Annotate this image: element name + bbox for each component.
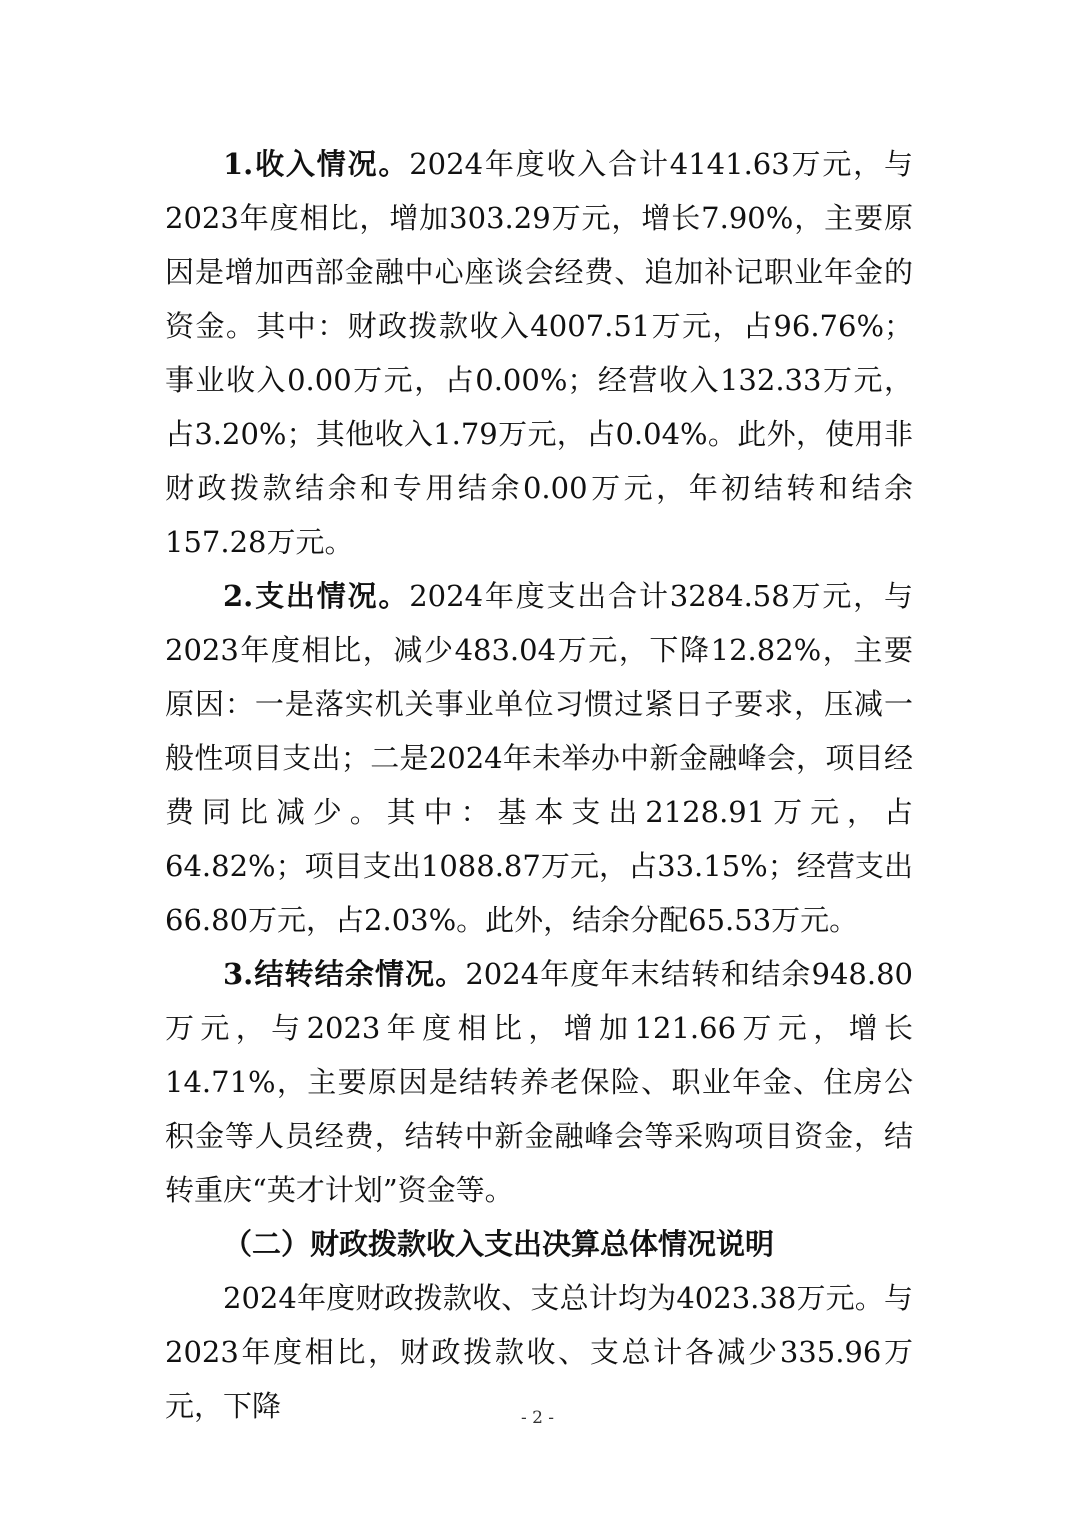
fiscal-summary-paragraph: 2024年度财政拨款收、支总计均为4023.38万元。与2023年度相比，财政拨款收、支总计各减少335.96万元，下降 bbox=[165, 1281, 913, 1423]
income-heading: 1.收入情况。 bbox=[223, 147, 410, 181]
document-body bbox=[165, 137, 913, 1433]
income-paragraph bbox=[165, 137, 913, 569]
expenditure-text: 2024年度支出合计3284.58万元，与2023年度相比，减少483.04万元，下降12.82%，主要原因：一是落实机关事业单位习惯过紧日子要求，压减一般性项目支出；二是2024年未举办中新金融峰会，项目经费同比减少。其中：基本支出2128.91万元，占64.82%；项目支出1088.87万元，占33.15%；经营支出66.80万元，占2.03%。此外，结余分配65.53万元。 bbox=[165, 579, 913, 937]
page-number: - 2 - bbox=[520, 1408, 555, 1428]
carryover-paragraph bbox=[165, 947, 913, 1217]
expenditure-heading: 2.支出情况。 bbox=[223, 579, 410, 613]
carryover-heading: 3.结转结余情况。 bbox=[223, 957, 466, 991]
carryover-text: 2024年度年末结转和结余948.80万元，与2023年度相比，增加121.66万元，增长14.71%，主要原因是结转养老保险、职业年金、住房公积金等人员经费，结转中新金融峰会等采购项目资金，结转重庆“英才计划”资金等。 bbox=[165, 957, 913, 1207]
expenditure-paragraph bbox=[165, 569, 913, 947]
section-heading: （二）财政拨款收入支出决算总体情况说明 bbox=[223, 1227, 775, 1261]
income-text: 2024年度收入合计4141.63万元，与2023年度相比，增加303.29万元，增长7.90%，主要原因是增加西部金融中心座谈会经费、追加补记职业年金的资金。其中：财政拨款收入4007.51万元，占96.76%；事业收入0.00万元，占0.00%；经营收入132.33万元，占3.20%；其他收入1.79万元，占0.04%。此外，使用非财政拨款结余和专用结余0.00万元，年初结转和结余157.28万元。 bbox=[165, 147, 913, 559]
